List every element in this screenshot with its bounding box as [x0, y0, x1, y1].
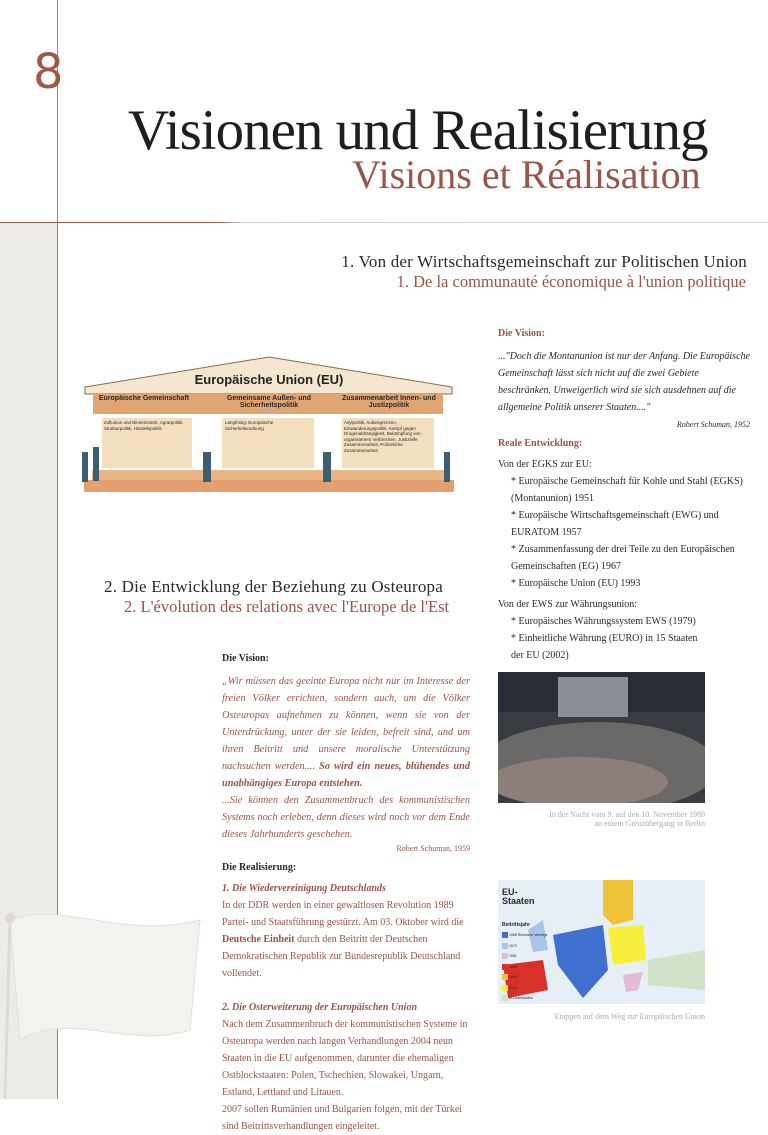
ews-item: * Europäisches Währungssystem EWS (1979) — [511, 616, 696, 627]
egks-item: * Europäische Union (EU) 1993 — [511, 578, 641, 589]
page-subtitle: Visions et Réalisation — [352, 152, 701, 197]
legend-item: 2004 — [502, 983, 548, 994]
flag-decoration — [0, 900, 220, 1099]
section1-text — [498, 325, 750, 664]
pillar-1-title: Europäische Gemeinschaft — [98, 395, 190, 402]
eu-map — [498, 880, 705, 1004]
r2-text-b: 2007 sollen Rumänien und Bulgarien folgen, mit der Türkei sind Beitrittsverhandlungen eingeleitet. — [222, 1104, 463, 1132]
pillar-3-title: Zusammenarbeit Innen- und Justizpolitik — [342, 395, 436, 409]
egks-item: * Zusammenfassung der drei Teile zu den Europäischen Gemeinschaften (EG) 1967 — [511, 544, 735, 572]
photo-caption-line1: In der Nacht vom 9. auf den 10. November 1989 — [549, 810, 705, 819]
quote-author: Robert Schuman, 1959 — [396, 844, 470, 853]
r1-title: 1. Die Wiedervereinigung Deutschlands — [222, 883, 386, 894]
quote-part-a: „Wir müssen das geeinte Europa nicht nur im Interesse der freien Völker errichten, sondern auch, um die Völker Osteuropas aufnehmen zu können, wenn sie von der Unterdrückung, unter der sie leiden, befreit sind, und um ihren Beitritt und unsere moralische Unterstützung nachsuchen werden.... — [222, 676, 470, 772]
section2-heading-fr: 2. L'évolution des relations avec l'Europe de l'Est — [124, 597, 450, 616]
map-legend-title: Beitrittsjahr — [502, 922, 531, 928]
legend-item: 1986 — [502, 962, 548, 973]
legend-item: 1958 Römische Verträge — [502, 930, 548, 941]
vision-author: Robert Schuman, 1952 — [676, 420, 750, 429]
r1-text-a: In der DDR werden in einer gewaltlosen Revolution 1989 Partei- und Staatsführung gestürzt. Am 03. Oktober wird die — [222, 900, 464, 928]
section2-text — [222, 650, 470, 1135]
temple-roof-label: Europäische Union (EU) — [194, 372, 344, 387]
section1-heading-fr: 1. De la communauté économique à l'union politique — [396, 272, 746, 291]
map-caption: Etappen auf dem Weg zur Europäischen Union — [554, 1012, 705, 1021]
ews-item: * Einheitliche Währung (EURO) in 15 Staaten der EU (2002) — [511, 633, 698, 661]
r2-title: 2. Die Osterweiterung der Europäischen Union — [222, 1002, 418, 1013]
photo-caption-line2: an einem Grenzübergang in Berlin — [594, 819, 705, 828]
legend-item: EU-Kandidaten — [502, 993, 548, 1004]
egks-item: * Europäische Gemeinschaft für Kohle und Stahl (EGKS) (Montanunion) 1951 — [511, 476, 743, 504]
eu-temple-diagram — [80, 352, 458, 492]
r1-bold: Deutsche Einheit — [222, 934, 295, 945]
page-title: Visionen und Realisierung — [128, 99, 708, 162]
vision-label-2: Die Vision: — [222, 653, 269, 664]
map-legend — [502, 930, 548, 1004]
ews-intro: Von der EWS zur Währungsunion: — [498, 599, 638, 610]
egks-intro: Von der EGKS zur EU: — [498, 459, 592, 470]
legend-item: 1995 — [502, 972, 548, 983]
real-label: Reale Entwicklung: — [498, 438, 583, 449]
vision-label: Die Vision: — [498, 328, 545, 339]
horizontal-rule — [0, 222, 768, 223]
map-title: EU-Staaten — [502, 887, 535, 906]
legend-item: 1973 — [502, 941, 548, 952]
page-number: 8 — [33, 44, 64, 100]
realisierung-label: Die Realisierung: — [222, 862, 297, 873]
pillar-1-text: Zollunion und Binnenmarkt, Agrarpolitik, Strukturpolitik, Handelspolitik — [104, 420, 184, 431]
r2-text-a: Nach dem Zusammenbruch der kommunistischen Systeme in Osteuropa werden nach langen Verhandlungen 2004 neun Staaten in die EU aufgenommen, darunter die ehemaligen Ostblockstaaten: Polen, Tschechien, Slowakei, Ungarn, Estland, Lettland und Litauen. — [222, 1019, 468, 1098]
pillar-3-text: Asylpolitik, Außengrenzen, Einwanderungspolitik, Kampf gegen Drogenabhängigkeit, Bekämpfung von organisiertem Verbrechen, Justizielle Zusammenarbeit, Polizeiliche Zusammenarbeit — [344, 420, 421, 453]
vision-quote: ..."Doch die Montanunion ist nur der Anfang. Die Europäische Gemeinschaft lässt sich nicht auf die zwei Gebiete beschränken. Unweigerlich wird sie sich ausdehnen auf die allgemeine Politik unserer Staaten...." — [498, 351, 750, 413]
section2-heading-de: 2. Die Entwicklung der Beziehung zu Osteuropa — [104, 577, 443, 596]
pillar-2-text: Langfristig: Europäische Sicherheitsordnung — [225, 420, 274, 431]
quote-part-b: ...Sie können den Zusammenbruch des kommunistischen Systems noch erleben, denn dieses wird noch vor dem Ende dieses Jahrhunderts geschehen. — [222, 795, 470, 840]
legend-item: 1981 — [502, 951, 548, 962]
quote-bold: So wird ein neues, blühendes und unabhängiges Europa entstehen. — [222, 761, 470, 789]
r1-text-b: durch den Beitritt der Deutschen Demokratischen Republik zur Bundesrepublik Deutschland vollendet. — [222, 934, 461, 979]
pillar-2-title: Gemeinsame Außen- und Sicherheitspolitik — [226, 395, 312, 409]
egks-item: * Europäische Wirtschaftsgemeinschaft (EWG) und EURATOM 1957 — [511, 510, 719, 538]
berlin-1989-photo — [498, 672, 705, 803]
section1-heading-de: 1. Von der Wirtschaftsgemeinschaft zur Politischen Union — [341, 252, 747, 271]
